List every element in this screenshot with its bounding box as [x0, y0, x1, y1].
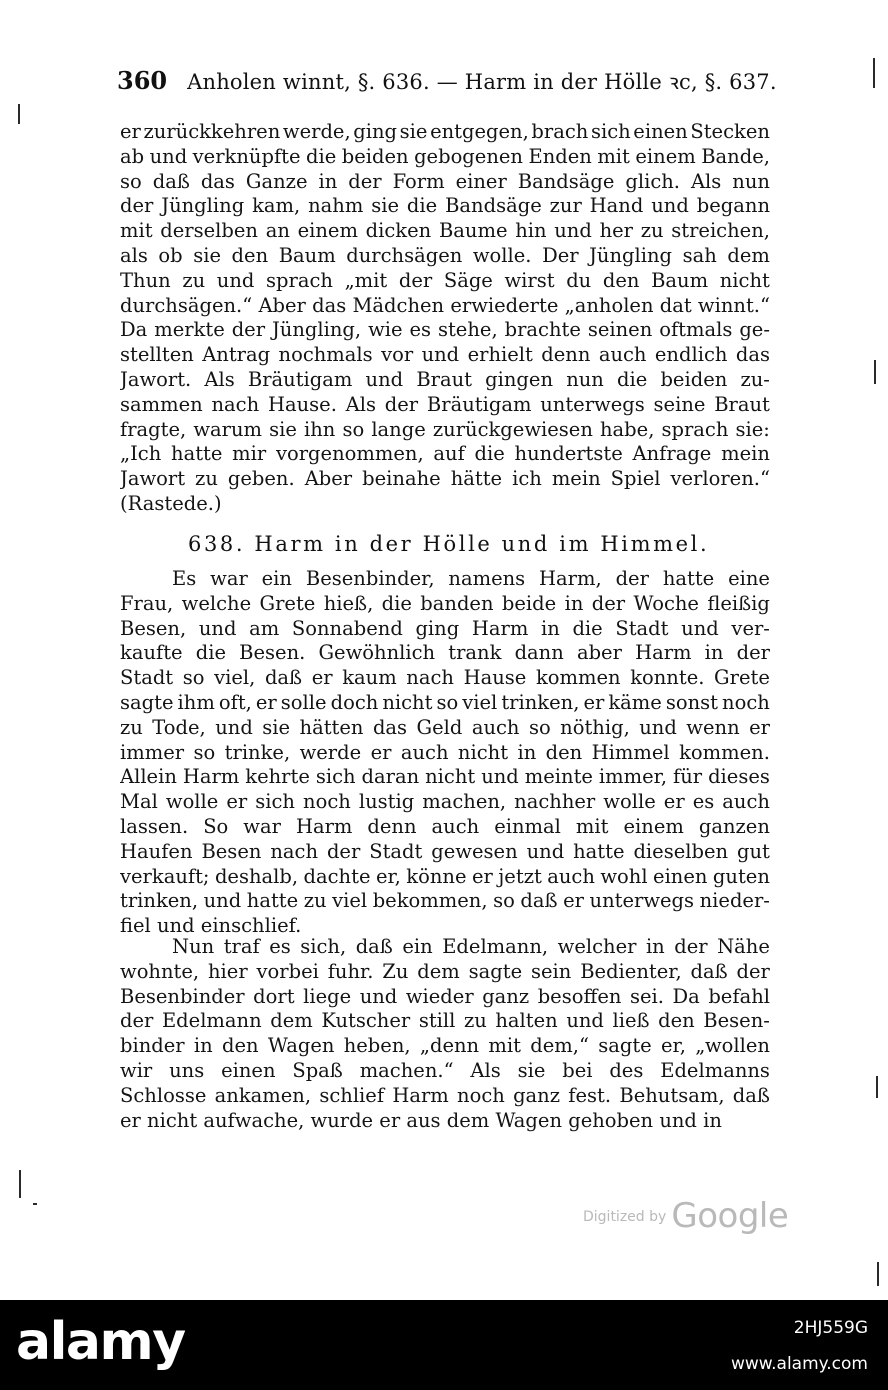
text-line: durchsägen.“ Aber das Mädchen erwiederte „anholen dat winnt.“	[120, 293, 770, 317]
text-line: verkauft; deshalb, dachte er, könne er jetzt auch wohl einen guten	[120, 864, 770, 888]
text-line: wir uns einen Spaß machen.“ Als sie bei des Edelmanns	[120, 1058, 770, 1082]
text-line: fiel und einschlief.	[120, 914, 302, 938]
section-heading: 638. Harm in der Hölle und im Himmel.	[188, 532, 710, 556]
scan-mark-left-2	[19, 1170, 21, 1198]
text-line: fragte, warum sie ihn so lange zurückgewiesen habe, sprach sie:	[120, 417, 770, 441]
scan-mark-left-3	[33, 1203, 37, 1205]
text-line: Frau, welche Grete hieß, die banden beide in der Woche fleißig	[120, 591, 770, 615]
scan-mark-right-3	[876, 1076, 878, 1098]
running-head	[117, 66, 777, 102]
text-line: ab und verknüpfte die beiden gebogenen Enden mit einem Bande,	[120, 144, 770, 168]
scan-mark-right-4	[877, 1262, 879, 1286]
banner-site-url: www.alamy.com	[730, 1354, 868, 1374]
text-line: Mal wolle er sich noch lustig machen, nachher wolle er es auch	[120, 790, 770, 814]
text-line: Es war ein Besenbinder, namens Harm, der hatte eine	[172, 567, 770, 590]
text-block-paragraph-1	[120, 567, 770, 939]
text-line: Da merkte der Jüngling, wie es stehe, brachte seinen oftmals ge-	[120, 318, 770, 342]
text-line: trinken, und hatte zu viel bekommen, so daß er unterwegs nieder-	[120, 889, 770, 913]
text-line: wohnte, hier vorbei fuhr. Zu dem sagte sein Bedienter, daß der	[120, 959, 770, 983]
text-line: Allein Harm kehrte sich daran nicht und meinte immer, für dieses	[120, 765, 770, 789]
text-line: der Edelmann dem Kutscher still zu halten und ließ den Besen-	[120, 1009, 770, 1033]
text-line: als ob sie den Baum durchsägen wolle. Der Jüngling sah dem	[120, 243, 770, 267]
text-line: Thun zu und sprach „mit der Säge wirst du den Baum nicht	[120, 268, 770, 292]
text-line: er zurückkehren werde, ging sie entgegen, brach sich einen Stecken	[120, 120, 770, 143]
text-line: Schlosse ankamen, schlief Harm noch ganz fest. Behutsam, daß	[120, 1083, 770, 1107]
banner-image-id: 2HJ559G	[793, 1318, 868, 1338]
text-line: sagte ihm oft, er solle doch nicht so viel trinken, er käme sonst noch	[120, 690, 770, 714]
running-head-title: Anholen winnt, §. 636. — Harm in der Hölle ꝛc, §. 637.	[187, 70, 777, 94]
scan-mark-left-1	[18, 104, 20, 124]
scan-mark-right-1	[873, 58, 875, 88]
watermark-brand: Google	[671, 1196, 789, 1236]
watermark-prefix: Digitized by	[583, 1209, 667, 1225]
text-line: Besenbinder dort liege und wieder ganz besoffen sei. Da befahl	[120, 984, 770, 1008]
text-line: „Ich hatte mir vorgenommen, auf die hundertste Anfrage mein	[120, 442, 770, 466]
stock-banner	[0, 1300, 888, 1390]
scan-mark-right-2	[874, 360, 876, 384]
digitized-by-google-watermark	[583, 1196, 789, 1242]
text-line: der Jüngling kam, nahm sie die Bandsäge zur Hand und begann	[120, 194, 770, 218]
text-line: Besen, und am Sonnabend ging Harm in die Stadt und ver-	[120, 616, 770, 640]
text-block-continuation	[120, 120, 770, 517]
text-line: Haufen Besen nach der Stadt gewesen und hatte dieselben gut	[120, 839, 770, 863]
text-line: immer so trinke, werde er auch nicht in den Himmel kommen.	[120, 740, 770, 764]
text-line: stellten Antrag nochmals vor und erhielt denn auch endlich das	[120, 343, 770, 367]
text-line: er nicht aufwache, wurde er aus dem Wagen gehoben und in	[120, 1108, 722, 1132]
text-line: sammen nach Hause. Als der Bräutigam unterwegs seine Braut	[120, 392, 770, 416]
text-line: binder in den Wagen heben, „denn mit dem,“ sagte er, „wollen	[120, 1034, 770, 1058]
text-line: kaufte die Besen. Gewöhnlich trank dann aber Harm in der	[120, 641, 770, 665]
text-line: Jawort. Als Bräutigam und Braut gingen nun die beiden zu-	[120, 367, 770, 391]
text-line: mit derselben an einem dicken Baume hin und her zu streichen,	[120, 219, 770, 243]
text-block-paragraph-2	[120, 935, 770, 1133]
text-line: (Rastede.)	[120, 491, 222, 515]
text-line: Stadt so viel, daß er kaum nach Hause kommen konnte. Grete	[120, 666, 770, 690]
page-number: 360	[117, 66, 168, 95]
text-line: lassen. So war Harm denn auch einmal mit einem ganzen	[120, 814, 770, 838]
banner-brand-logo: alamy	[16, 1312, 185, 1372]
text-line: Nun traf es sich, daß ein Edelmann, welcher in der Nähe	[172, 935, 770, 958]
text-line: Jawort zu geben. Aber beinahe hätte ich mein Spiel verloren.“	[120, 467, 770, 491]
text-line: zu Tode, und sie hätten das Geld auch so nöthig, und wenn er	[120, 715, 770, 739]
text-line: so daß das Ganze in der Form einer Bandsäge glich. Als nun	[120, 169, 770, 193]
